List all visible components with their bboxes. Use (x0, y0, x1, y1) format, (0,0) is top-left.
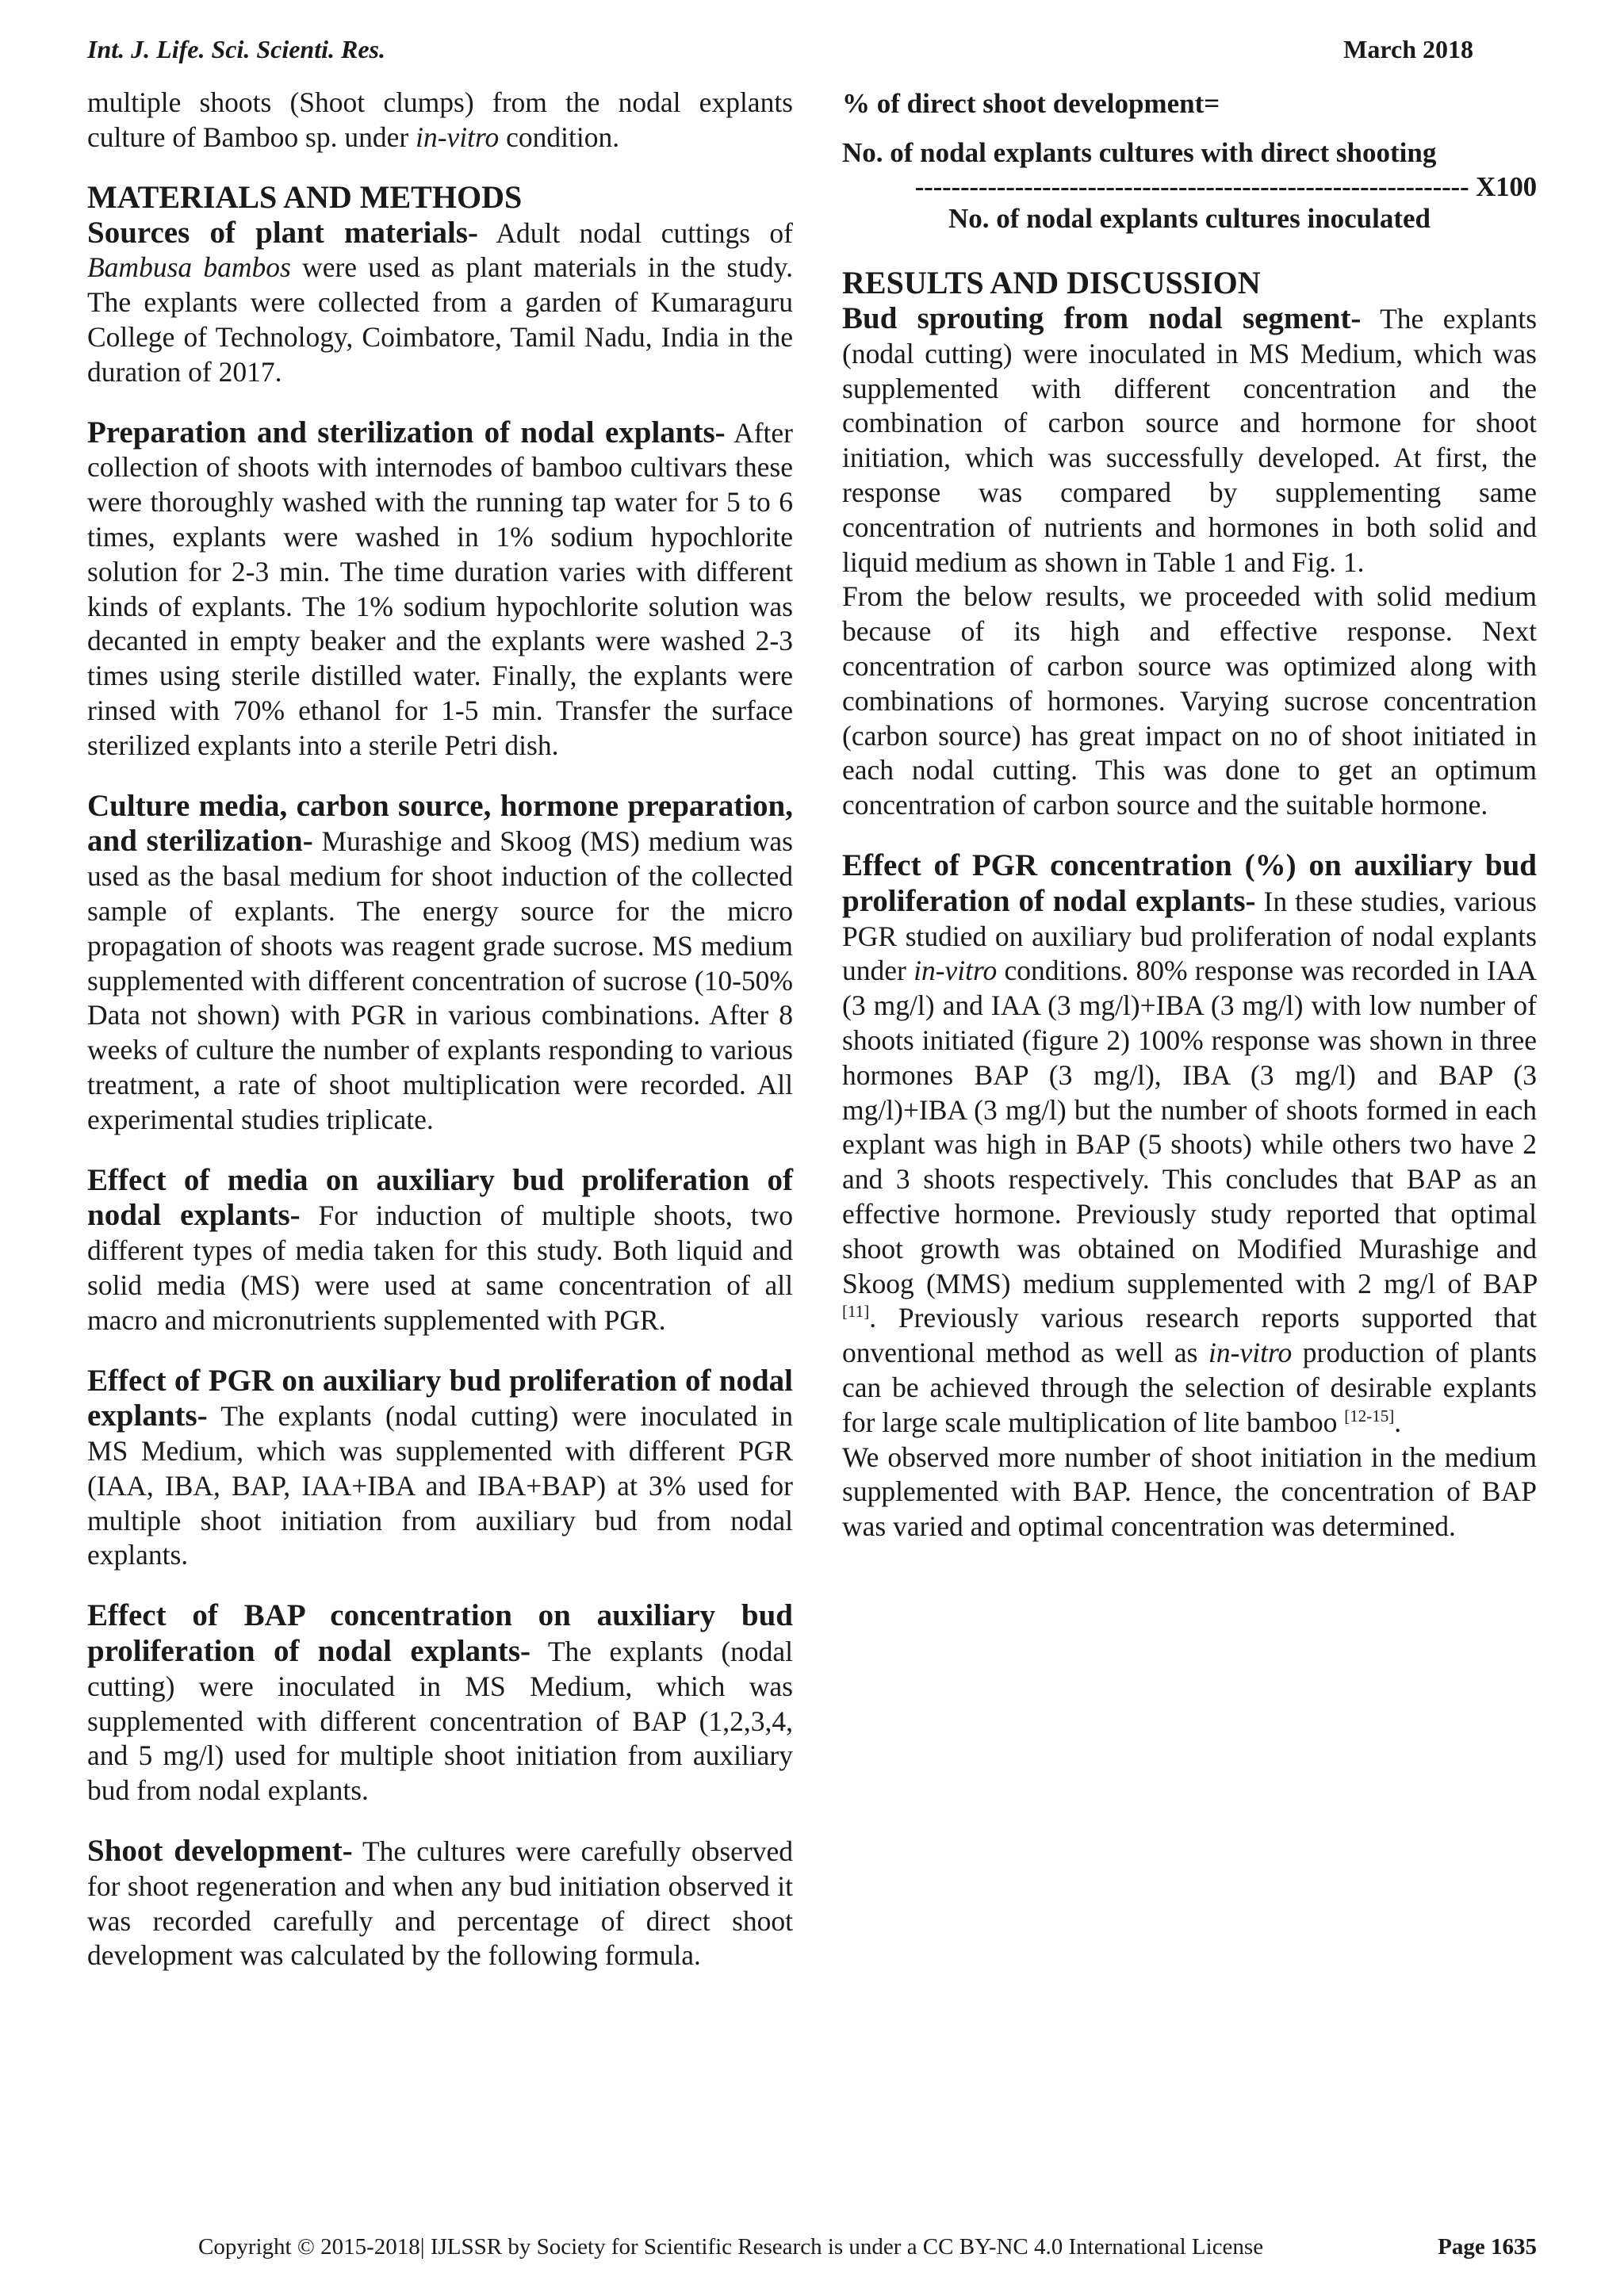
paragraph-effect-media: Effect of media on auxiliary bud proliferation of nodal explants- For induction of multiple shoots, two different types of media taken for this study. Both liquid and solid media (MS) were used at same concentration of all macro and micronutrients supplemented with PGR. (87, 1162, 793, 1336)
formula-title: % of direct shoot development= (842, 88, 1220, 119)
right-column (842, 86, 1537, 1544)
section-heading-materials: MATERIALS AND METHODS (87, 178, 523, 215)
formula-numerator: No. of nodal explants cultures with direct shooting (842, 137, 1437, 168)
page-number: Page 1635 (1438, 2234, 1537, 2260)
formula-fraction-line: ------------------------------------------------------------- X100 (914, 171, 1537, 202)
paragraph-effect-bap: Effect of BAP concentration on auxiliary bud proliferation of nodal explants- The explants (nodal cutting) were inoculated in MS Medium, which was supplemented with different concentration of BAP (1,2,3,4, and 5 mg/l) used for multiple shoot initiation from auxiliary bud from nodal explants. (87, 1598, 794, 1807)
citation-ref: [11] (842, 1302, 870, 1322)
formula-denominator: No. of nodal explants cultures inoculated (948, 203, 1431, 234)
journal-header: Int. J. Life. Sci. Scienti. Res. (87, 35, 385, 63)
paragraph-culture-media: Culture media, carbon source, hormone preparation, and sterilization- Murashige and Skoog (MS) medium was used as the basal medium for shoot induction of the collected sample of explants. The energy source for the micro propagation of shoots was reagent grade sucrose. MS medium supplemented with different concentration of sucrose (10-50% Data not shown) with PGR in various combinations. After 8 weeks of culture the number of explants responding to various treatment, a rate of shoot multiplication were recorded. All experimental studies triplicate. (87, 788, 793, 1135)
issue-date: March 2018 (1343, 35, 1473, 63)
intro-paragraph: multiple shoots (Shoot clumps) from the nodal explants culture of Bamboo sp. under in-vitro condition. (87, 86, 793, 153)
paragraph-bud-sprouting: Bud sprouting from nodal segment- The explants (nodal cutting) were inoculated in MS Medium, which was supplemented with different concentration and the combination of carbon source and hormone for shoot initiation, which was successfully developed. At first, the response was compared by supplementing same concentration of nutrients and hormones in both solid and liquid medium as shown in Table 1 and Fig. 1. (842, 301, 1538, 578)
citation-ref: [12-15] (1344, 1406, 1395, 1425)
paragraph-effect-pgr: Effect of PGR on auxiliary bud proliferation of nodal explants- The explants (nodal cutting) were inoculated in MS Medium, which was supplemented with different PGR (IAA, IBA, BAP, IAA+IBA and IBA+BAP) at 3% used for multiple shoot initiation from auxiliary bud from nodal explants. (87, 1363, 793, 1571)
paragraph-sources: Sources of plant materials- Adult nodal cuttings of Bambusa bambos were used as plant materials in the study. The explants were collected from a garden of Kumaraguru College of Technology, Coimbatore, Tamil Nadu, India in the duration of 2017. (87, 215, 794, 388)
paragraph-shoot-development: Shoot development- The cultures were carefully observed for shoot regeneration and when any bud initiation observed it was recorded carefully and percentage of direct shoot development was calculated by the following formula. (87, 1834, 793, 1972)
section-heading-results: RESULTS AND DISCUSSION (842, 265, 1261, 300)
copyright-notice: Copyright © 2015-2018| IJLSSR by Society for Scientific Research is under a CC BY-NC 4.0 International License (198, 2234, 1264, 2260)
paragraph-pgr-concentration: Effect of PGR concentration (%) on auxiliary bud proliferation of nodal explants- In these studies, various PGR studied on auxiliary bud proliferation of nodal explants under in-vitro conditions. 80% response was recorded in IAA (3 mg/l) and IAA (3 mg/l)+IBA (3 mg/l) with low number of shoots initiated (figure 2) 100% response was shown in three hormones BAP (3 mg/l), IBA (3 mg/l) and BAP (3 mg/l)+IBA (3 mg/l) but the number of shoots formed in each explant was high in BAP (5 shoots) while others two have 2 and 3 shoots respectively. This concludes that BAP as an effective hormone. Previously study reported that optimal shoot growth was obtained on Modified Murashige and Skoog (MMS) medium supplemented with 2 mg/l of BAP [11]. Previously various research reports supported that onventional method as well as in-vitro production of plants can be achieved through the selection of desirable explants for large scale multiplication of lite bamboo [12-15]. (842, 848, 1538, 1438)
paragraph-bap-observation: We observed more number of shoot initiation in the medium supplemented with BAP. Hence, the concentration of BAP was varied and optimal concentration was determined. (842, 1441, 1537, 1543)
left-column (87, 86, 793, 1973)
paragraph-preparation: Preparation and sterilization of nodal explants- After collection of shoots with internodes of bamboo cultivars these were thoroughly washed with the running tap water for 5 to 6 times, explants were washed in 1% sodium hypochlorite solution for 2-3 min. The time duration varies with different kinds of explants. The 1% sodium hypochlorite solution was decanted in empty beaker and the explants were washed 2-3 times using sterile distilled water. Finally, the explants were rinsed with 70% ethanol for 1-5 min. Transfer the surface sterilized explants into a sterile Petri dish. (87, 415, 793, 761)
paragraph-solid-medium: From the below results, we proceeded with solid medium because of its high and effective response. Next concentration of carbon source was optimized along with combinations of hormones. Varying sucrose concentration (carbon source) has great impact on no of shoot initiated in each nodal cutting. This was done to get an optimum concentration of carbon source and the suitable hormone. (842, 580, 1537, 821)
